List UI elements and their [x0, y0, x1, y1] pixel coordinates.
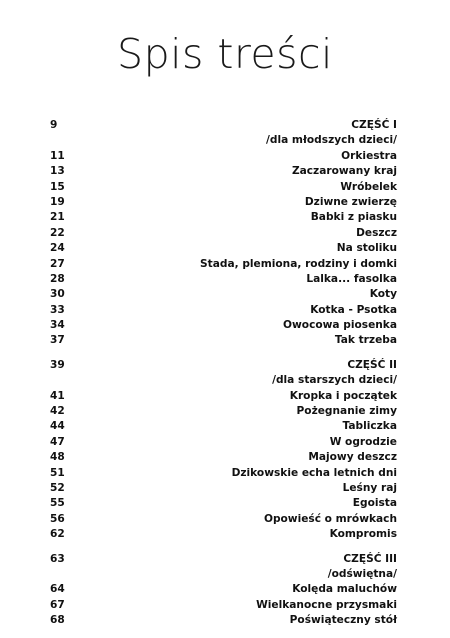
toc-page-number: 11 — [50, 149, 65, 162]
toc-entry — [50, 257, 397, 272]
toc-page-number: 55 — [50, 497, 65, 510]
toc-section — [50, 552, 397, 629]
toc-entry-title: Leśny raj — [342, 481, 397, 494]
toc-entry — [50, 287, 397, 302]
toc-entry — [50, 419, 397, 434]
toc-entry — [50, 241, 397, 256]
toc-entry-title: Zaczarowany kraj — [291, 165, 397, 178]
toc-entry — [50, 527, 397, 542]
toc-entry-title: Pożegnanie zimy — [296, 405, 397, 418]
toc-entry-title: Stada, plemiona, rodziny i domki — [200, 257, 397, 270]
toc-entry-title: /dla starszych dzieci/ — [272, 374, 397, 387]
toc-page-number: 48 — [50, 451, 65, 464]
toc-page-number: 41 — [50, 389, 65, 402]
toc-page-number: 39 — [50, 358, 65, 371]
toc-entry-title: Koty — [369, 288, 397, 301]
toc-entry-title: /odświętna/ — [327, 567, 397, 580]
toc-entry-title: Majowy deszcz — [308, 451, 397, 464]
toc-entry — [50, 272, 397, 287]
toc-page-number: 9 — [50, 119, 58, 131]
toc-page-number: 64 — [50, 583, 65, 596]
toc-entry — [50, 567, 397, 582]
toc-entry — [50, 466, 397, 481]
toc-page-number: 24 — [50, 242, 65, 255]
toc-page-number: 63 — [50, 552, 65, 565]
toc-page-number: 28 — [50, 272, 65, 285]
toc-entry-title: Dzikowskie echa letnich dni — [231, 466, 397, 479]
toc-entry-title: Lalka... fasolka — [306, 272, 397, 285]
toc-entry — [50, 180, 397, 195]
toc-entry — [50, 318, 397, 333]
toc-entry — [50, 149, 397, 164]
toc-page-number: 13 — [50, 165, 65, 178]
toc-page-number: 44 — [50, 420, 65, 433]
toc-entry — [50, 195, 397, 210]
toc-entry-title: Opowieść o mrówkach — [263, 512, 397, 525]
toc-entry — [50, 389, 397, 404]
page-title: Spis treści — [117, 30, 333, 78]
toc-page-number: 34 — [50, 319, 65, 332]
toc-entry-title: W ogrodzie — [329, 435, 397, 448]
toc-page-number: 68 — [50, 614, 65, 627]
toc-page-number: 51 — [50, 466, 65, 479]
toc-entry — [50, 210, 397, 225]
toc-entry — [50, 481, 397, 496]
toc-entry — [50, 450, 397, 465]
toc-entry-title: Wielkanocne przysmaki — [256, 598, 397, 611]
toc-entry — [50, 435, 397, 450]
toc-entry — [50, 333, 397, 348]
toc-page-number: 33 — [50, 303, 65, 316]
toc-entry-title: Owocowa piosenka — [283, 319, 397, 332]
toc-section — [50, 358, 397, 543]
toc-entry — [50, 598, 397, 613]
toc-entry-title: CZĘŚĆ III — [343, 552, 397, 565]
toc-page-number: 47 — [50, 435, 65, 448]
toc-entry-title: Orkiestra — [341, 149, 397, 162]
toc-page-number: 52 — [50, 481, 65, 494]
toc-entry-title: Tak trzeba — [334, 334, 397, 347]
toc-entry — [50, 164, 397, 179]
toc-entry-title: Deszcz — [356, 226, 397, 239]
toc-page-number: 21 — [50, 211, 65, 224]
toc-entry-title: CZĘŚĆ I — [351, 119, 397, 131]
toc-entry-title: Dziwne zwierzę — [304, 195, 397, 208]
toc-entry — [50, 496, 397, 511]
toc-entry — [50, 226, 397, 241]
toc-entry-title: /dla młodszych dzieci/ — [266, 134, 397, 147]
toc-entry-title: Poświąteczny stół — [289, 614, 397, 627]
toc-entry — [50, 133, 397, 148]
toc-page-number: 56 — [50, 512, 65, 525]
toc-entry — [50, 373, 397, 388]
toc-entry — [50, 512, 397, 527]
toc-entry-title: Babki z piasku — [310, 211, 397, 224]
toc-page-number: 62 — [50, 528, 65, 541]
toc-entry-title: Tabliczka — [342, 420, 397, 433]
toc-entry-title: Kompromis — [329, 528, 397, 541]
toc-page-number: 22 — [50, 226, 65, 239]
toc-page-number: 27 — [50, 257, 65, 270]
toc-section — [50, 118, 397, 349]
toc-entry — [50, 303, 397, 318]
toc-entry — [50, 582, 397, 597]
toc-entry-title: Kolęda maluchów — [292, 583, 397, 596]
toc-entry-title: CZĘŚĆ II — [347, 358, 397, 371]
toc-page-number: 67 — [50, 598, 65, 611]
toc-entry-title: Egoista — [352, 497, 397, 510]
toc-entry — [50, 358, 397, 373]
toc-entry — [50, 118, 397, 133]
toc-entry-title: Kotka - Psotka — [310, 303, 397, 316]
toc-page-number: 42 — [50, 405, 65, 418]
toc-page-number: 30 — [50, 288, 65, 301]
toc-entry-title: Kropka i początek — [289, 389, 397, 402]
toc-page-number: 15 — [50, 180, 65, 193]
toc-entry — [50, 404, 397, 419]
toc-entry — [50, 613, 397, 628]
toc-entry-title: Na stoliku — [336, 242, 397, 255]
toc-entry — [50, 552, 397, 567]
toc-page-number: 19 — [50, 195, 65, 208]
table-of-contents — [50, 118, 397, 638]
toc-entry-title: Wróbelek — [340, 180, 397, 193]
toc-page-number: 37 — [50, 334, 65, 347]
